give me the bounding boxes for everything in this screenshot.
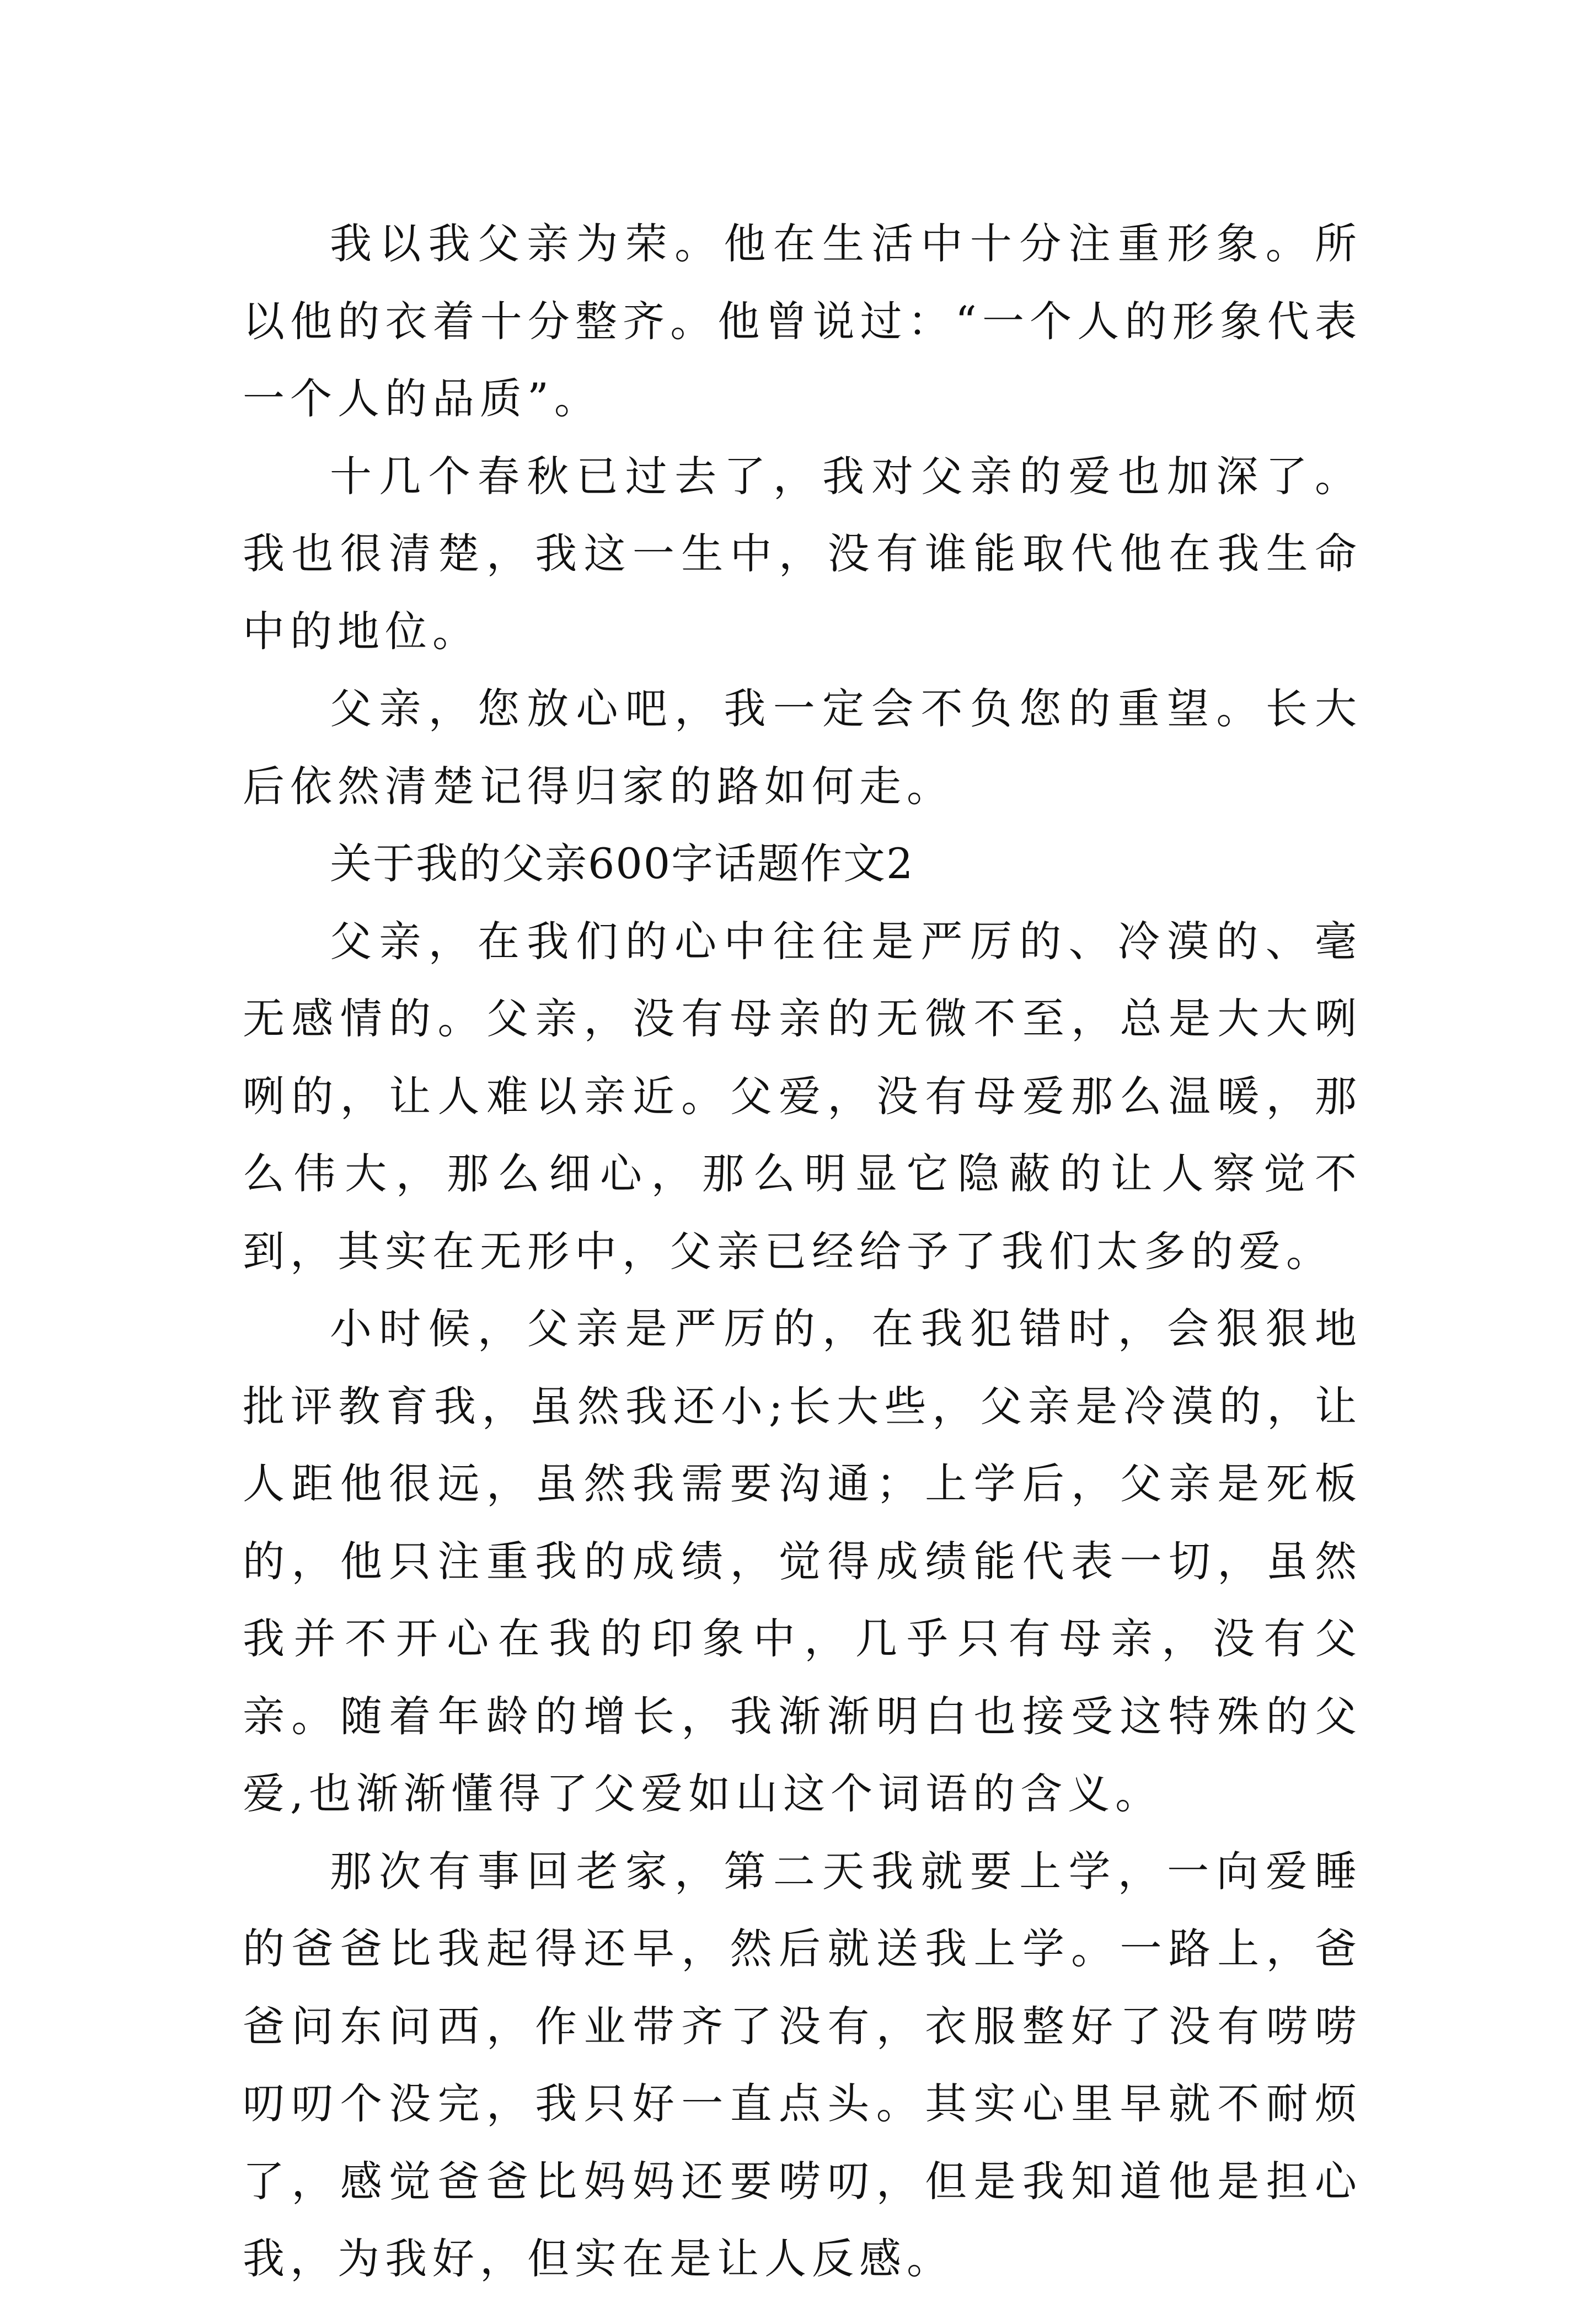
paragraph-love-deepened: 十几个春秋已过去了，我对父亲的爱也加深了。我也很清楚，我这一生中，没有谁能取代他在我生命中的地位。 — [243, 451, 1362, 656]
paragraph-childhood: 小时候，父亲是严厉的，在我犯错时，会狠狠地批评教育我，虽然我还小;长大些，父亲是冷漠的，让人距他很远，虽然我需要沟通；上学后，父亲是死板的，他只注重我的成绩，觉得成绩能代表一切，虽然我并不开心在我的印象中，几乎只有母亲，没有父亲。随着年龄的增长，我渐渐明白也接受这特殊的父爱,也渐渐懂得了父爱如山这个词语的含义。 — [243, 1304, 1362, 1818]
essay-heading: 关于我的父亲600字话题作文2 — [330, 839, 914, 888]
paragraph-pride: 我以我父亲为荣。他在生活中十分注重形象。所以他的衣着十分整齐。他曾说过：“一个人的形象代表一个人的品质”。 — [243, 219, 1362, 423]
document-body — [243, 205, 1362, 2298]
paragraph-promise: 父亲，您放心吧，我一定会不负您的重望。长大后依然清楚记得归家的路如何走。 — [243, 684, 1362, 811]
paragraph-hometown-trip: 那次有事回老家，第二天我就要上学，一向爱睡的爸爸比我起得还早，然后就送我上学。一路上，爸爸问东问西，作业带齐了没有，衣服整好了没有唠唠叨叨个没完，我只好一直点头。其实心里早就不耐烦了，感觉爸爸比妈妈还要唠叨，但是我知道他是担心我，为我好，但实在是让人反感。 — [243, 1846, 1362, 2283]
paragraph-father-image: 父亲，在我们的心中往往是严厉的、冷漠的、毫无感情的。父亲，没有母亲的无微不至，总是大大咧咧的，让人难以亲近。父爱，没有母爱那么温暖，那么伟大，那么细心，那么明显它隐蔽的让人察觉不到，其实在无形中，父亲已经给予了我们太多的爱。 — [243, 916, 1362, 1276]
